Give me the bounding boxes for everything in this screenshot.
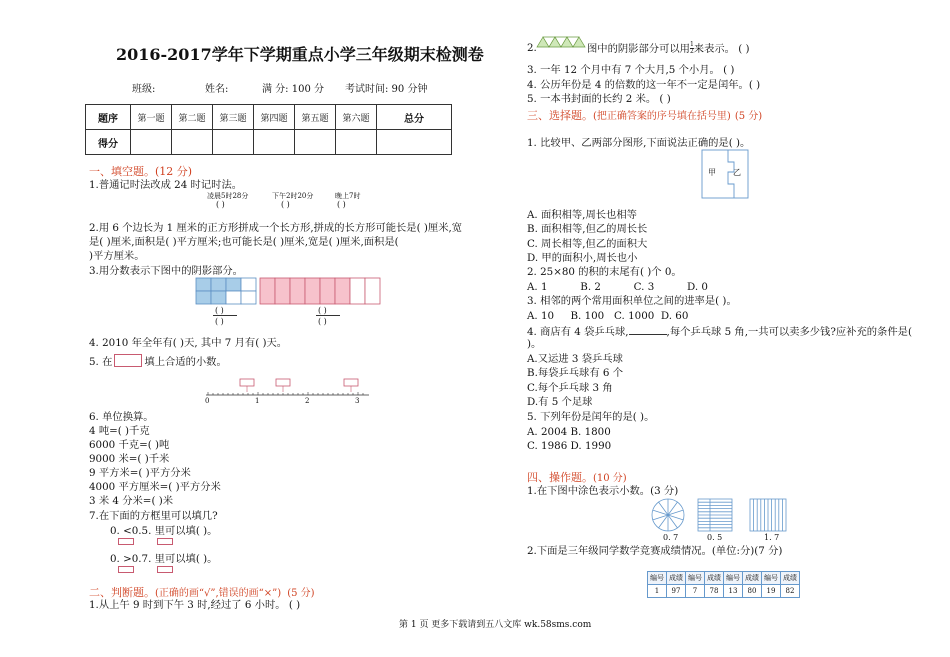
name-label: 姓名: [205, 84, 229, 95]
s1-q6-item: 9 平方米=( )平方分米 [89, 467, 191, 479]
half-fraction-den: 2 [689, 48, 694, 55]
section3-note: (把正确答案的序号填在括号里) [593, 111, 731, 122]
score-header-cell: 第二题 [172, 105, 213, 130]
s3-q4-c: )。 [527, 338, 542, 350]
score-header-cell: 第六题 [336, 105, 377, 130]
data-header-cell: 编号 [648, 572, 667, 585]
section4-heading: 四、操作题。 [527, 471, 593, 484]
s3-q3-options[interactable]: A. 10 B. 100 C. 1000 D. 60 [527, 310, 689, 322]
yi-label: 乙 [733, 168, 741, 177]
s3-q1: 1. 比较甲、乙两部分图形,下面说法正确的是( )。 [527, 137, 751, 149]
s2-q1: 1.从上午 9 时到下午 3 时,经过了 6 小时。 ( ) [89, 599, 301, 611]
decimal-label: 1. 7 [764, 533, 780, 542]
data-header-cell: 成绩 [667, 572, 686, 585]
triangles-figure [537, 36, 585, 48]
score-header-cell: 题序 [86, 105, 131, 130]
data-header-cell: 编号 [762, 572, 781, 585]
half-fraction-num: 1 [689, 41, 694, 48]
data-header-cell: 成绩 [781, 572, 800, 585]
jia-label: 甲 [708, 168, 716, 177]
s1-q2-line2: 是( )厘米,面积是( )平方厘米;也可能长是( )厘米,宽是( )厘米,面积是( [89, 236, 399, 248]
data-cell: 80 [743, 585, 762, 598]
s1-q1: 1.普通记时法改成 24 时记时法。 [89, 179, 243, 191]
score-cell[interactable] [336, 130, 377, 155]
answer-box[interactable] [118, 538, 134, 545]
section1-points: (12 分) [155, 165, 193, 178]
data-cell: 82 [781, 585, 800, 598]
score-header-cell: 总分 [377, 105, 452, 130]
answer-box[interactable] [118, 566, 134, 573]
s1-q3-frac-num-1[interactable]: ( ) [215, 306, 224, 315]
page-title: 2016-2017学年下学期重点小学三年级期末检测卷 [116, 45, 484, 64]
number-line-answer-boxes [240, 379, 358, 392]
section4-points: (10 分) [593, 473, 627, 484]
s2-q2-tail: 来表示。 ( ) [693, 43, 750, 55]
section2-points: (5 分) [287, 588, 315, 599]
data-header-cell: 成绩 [743, 572, 762, 585]
s1-q1-time-3: 晚上7时 [335, 192, 361, 200]
s1-q2-line1: 2.用 6 个边长为 1 厘米的正方形拼成一个长方形,拼成的长方形可能长是( )厘米,宽 [89, 222, 463, 234]
score-cell[interactable] [254, 130, 295, 155]
score-cell[interactable] [213, 130, 254, 155]
s1-q3-frac-den-1[interactable]: ( ) [215, 317, 224, 326]
fraction-bars-figure [196, 278, 386, 306]
tick-label: 1 [255, 397, 260, 405]
s1-q2-line3: )平方厘米。 [89, 250, 145, 262]
section3-points: (5 分) [734, 111, 763, 122]
s3-q5-options[interactable]: C. 1986 D. 1990 [527, 440, 612, 452]
s1-q3: 3.用分数表示下图中的阴影部分。 [89, 265, 243, 277]
data-cell: 7 [686, 585, 705, 598]
s1-q6: 6. 单位换算。 [89, 411, 154, 423]
s3-q5: 5. 下列年份是闰年的是( )。 [527, 411, 655, 423]
s1-q1-blank-2[interactable]: ( ) [281, 200, 290, 209]
page-footer: 第 1 页 更多下载请到五八文库 wk.58sms.com [399, 620, 592, 630]
score-table [85, 104, 452, 155]
section2-note: (正确的画“√”,错误的画“×”) [155, 588, 282, 599]
s1-q7-a: 0. <0.5. 里可以填( )。 [110, 525, 218, 537]
tick-label: 3 [355, 397, 360, 405]
s3-q4-option[interactable]: D.有 5 个足球 [527, 396, 593, 408]
score-data-table [647, 571, 800, 598]
s1-q6-item: 3 米 4 分米=( )米 [89, 495, 174, 507]
s1-q6-item: 9000 米=( )千米 [89, 453, 170, 465]
score-cell[interactable] [377, 130, 452, 155]
score-header-cell: 第一题 [131, 105, 172, 130]
s1-q6-item: 4 吨=( )千克 [89, 425, 150, 437]
data-header-cell: 成绩 [705, 572, 724, 585]
s3-q4-b: ,每个乒乓球 5 角,一共可以卖多少钱?应补充的条件是( [666, 326, 912, 338]
s1-q1-blank-3[interactable]: ( ) [337, 200, 346, 209]
score-header-cell: 第五题 [295, 105, 336, 130]
s2-q3: 3. 一年 12 个月中有 7 个大月,5 个小月。 ( ) [527, 64, 735, 76]
exam-time-label: 考试时间: 90 分钟 [345, 84, 428, 95]
circle-tenths [652, 499, 684, 531]
s1-q5-b: 填上合适的小数。 [144, 356, 227, 368]
s3-q1-option[interactable]: D. 甲的面积小,周长也小 [527, 252, 638, 264]
pink-fraction-bar [260, 278, 380, 304]
s4-q1: 1.在下图中涂色表示小数。(3 分) [527, 485, 679, 497]
s3-q4-option[interactable]: C.每个乒乓球 3 角 [527, 382, 613, 394]
data-cell: 78 [705, 585, 724, 598]
decimal-label: 0. 5 [707, 533, 723, 542]
s2-q5: 5. 一本书封面的长约 2 米。 ( ) [527, 93, 671, 105]
s3-q1-option[interactable]: A. 面积相等,周长也相等 [527, 209, 637, 221]
blue-fraction-bar [196, 278, 256, 304]
data-cell: 19 [762, 585, 781, 598]
answer-box[interactable] [114, 354, 142, 367]
s1-q4: 4. 2010 年全年有( )天, 其中 7 月有( )天。 [89, 337, 288, 349]
s3-q1-option[interactable]: C. 周长相等,但乙的面积大 [527, 238, 648, 250]
s1-q7: 7.在下面的方框里可以填几? [89, 510, 218, 522]
number-line [204, 378, 374, 406]
s4-q2: 2.下面是三年级同学数学竞赛成绩情况。(单位:分)(7 分) [527, 545, 783, 557]
s2-q4: 4. 公历年份是 4 的倍数的这一年不一定是闰年。( ) [527, 79, 761, 91]
s2-q2-num: 2. [527, 42, 537, 54]
columns-tenths [750, 499, 786, 531]
decimal-label: 0. 7 [663, 533, 679, 542]
s1-q1-blank-1[interactable]: ( ) [216, 200, 225, 209]
s3-q1-option[interactable]: B. 面积相等,但乙的周长长 [527, 223, 648, 235]
section3-heading: 三、选择题。 [527, 109, 593, 122]
rect-tenths [698, 499, 732, 531]
s3-q4-a: 4. 商店有 4 袋乒乓球, [527, 326, 629, 338]
s3-q5-options[interactable]: A. 2004 B. 1800 [527, 426, 611, 438]
s1-q1-time-1: 凌晨5时28分 [207, 192, 249, 200]
fraction-line [213, 315, 237, 316]
s3-q2: 2. 25×80 的积的末尾有( )个 0。 [527, 266, 682, 278]
s3-q4-option[interactable]: A.又运进 3 袋乒乓球 [527, 353, 623, 365]
data-cell: 1 [648, 585, 667, 598]
section1-heading: 一、填空题。 [89, 165, 155, 178]
s3-q4-option[interactable]: B.每袋乒乓球有 6 个 [527, 367, 624, 379]
s3-q3: 3. 相邻的两个常用面积单位之间的进率是( )。 [527, 295, 737, 307]
score-row-label: 得分 [86, 130, 131, 155]
s1-q6-item: 6000 千克=( )吨 [89, 439, 170, 451]
fraction-line [316, 315, 340, 316]
answer-box[interactable] [157, 538, 173, 545]
s2-q2-text: 图中的阴影部分可以用 [587, 43, 690, 55]
score-cell[interactable] [131, 130, 172, 155]
class-label: 班级: [132, 84, 156, 95]
score-header-cell: 第三题 [213, 105, 254, 130]
answer-box[interactable] [157, 566, 173, 573]
tick-label: 2 [305, 397, 310, 405]
s1-q5-a: 5. 在 [89, 356, 113, 368]
data-cell: 13 [724, 585, 743, 598]
tick-label: 0 [205, 397, 210, 405]
full-score-label: 满 分: 100 分 [262, 84, 324, 95]
data-header-cell: 编号 [686, 572, 705, 585]
score-cell[interactable] [295, 130, 336, 155]
score-header-cell: 第四题 [254, 105, 295, 130]
condition-blank[interactable] [629, 324, 667, 335]
s1-q3-frac-den-2[interactable]: ( ) [318, 317, 327, 326]
s1-q1-time-2: 下午2时20分 [272, 192, 314, 200]
score-cell[interactable] [172, 130, 213, 155]
s1-q3-frac-num-2[interactable]: ( ) [318, 306, 327, 315]
s3-q2-options[interactable]: A. 1 B. 2 C. 3 D. 0 [527, 281, 708, 293]
s1-q7-b: 0. >0.7. 里可以填( )。 [110, 553, 218, 565]
s1-q6-item: 4000 平方厘米=( )平方分米 [89, 481, 221, 493]
data-header-cell: 编号 [724, 572, 743, 585]
section2-heading: 二、判断题。 [89, 586, 155, 599]
data-cell: 97 [667, 585, 686, 598]
decimal-shading-figures [650, 497, 790, 533]
